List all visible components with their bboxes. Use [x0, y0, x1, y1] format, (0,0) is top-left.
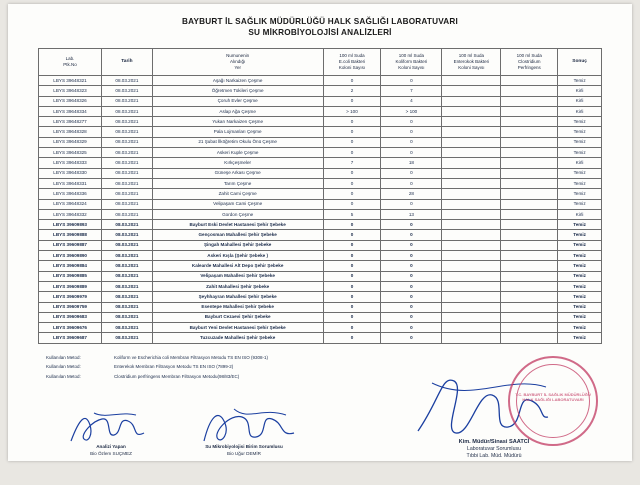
cell-lab-no: LBYS 39609887	[39, 240, 102, 250]
cell-lab-no: LBYS 39648333	[39, 158, 102, 168]
cell-tarih: 08.03.2021	[102, 137, 153, 147]
cell-tarih: 08.03.2021	[102, 302, 153, 312]
table-row	[39, 86, 602, 96]
table-row	[39, 76, 602, 86]
cell-tarih: 08.03.2021	[102, 168, 153, 178]
cell-koliform: 0	[381, 148, 442, 158]
cell-yer: Tuzcuzade Mahallesi Şehir Şebeke	[152, 333, 323, 343]
cell-enterokok	[442, 127, 501, 137]
table-row	[39, 230, 602, 240]
cell-sonuc: Temiz	[558, 148, 602, 158]
cell-tarih: 08.03.2021	[102, 117, 153, 127]
table-row	[39, 209, 602, 219]
cell-enterokok	[442, 168, 501, 178]
cell-clostridium	[501, 168, 558, 178]
cell-sonuc: Kirli	[558, 86, 602, 96]
cell-ecoli: 0	[323, 220, 381, 230]
cell-clostridium	[501, 281, 558, 291]
signature-left-role: Analizi Yapan	[96, 444, 126, 450]
cell-yer: Velipaşam Mahallesi Şehir Şebeke	[152, 271, 323, 281]
cell-sonuc: Temiz	[558, 240, 602, 250]
cell-yer: Şeyhhayran Mahallesi Şehir Şebeke	[152, 292, 323, 302]
cell-koliform: 7	[381, 86, 442, 96]
cell-tarih: 08.03.2021	[102, 86, 153, 96]
cell-clostridium	[501, 178, 558, 188]
cell-enterokok	[442, 302, 501, 312]
cell-sonuc: Temiz	[558, 178, 602, 188]
cell-lab-no: LBYS 39609885	[39, 271, 102, 281]
cell-tarih: 08.03.2021	[102, 189, 153, 199]
cell-enterokok	[442, 117, 501, 127]
cell-enterokok	[442, 96, 501, 106]
cell-lab-no: LBYS 39648330	[39, 168, 102, 178]
signature-right-line1: Kim. Müdür/Sinasi SAATCİ	[458, 439, 530, 446]
table-row	[39, 261, 602, 271]
cell-koliform: 0	[381, 199, 442, 209]
cell-koliform: > 100	[381, 106, 442, 116]
cell-ecoli: 7	[323, 158, 381, 168]
cell-koliform: 28	[381, 189, 442, 199]
cell-yer: Gordon Çeşme	[152, 209, 323, 219]
col-numune: Numunenin Alındığı Yer	[152, 49, 323, 76]
table-row	[39, 189, 602, 199]
cell-lab-no: LBYS 39609979	[39, 292, 102, 302]
cell-ecoli: 0	[323, 76, 381, 86]
cell-koliform: 0	[381, 117, 442, 127]
cell-koliform: 18	[381, 158, 442, 168]
cell-lab-no: LBYS 39609889	[39, 281, 102, 291]
cell-tarih: 08.03.2021	[102, 148, 153, 158]
table-row	[39, 117, 602, 127]
cell-sonuc: Temiz	[558, 230, 602, 240]
cell-yer: Askeri Kışla (Şehir Şebeke )	[152, 251, 323, 261]
table-body	[39, 76, 602, 344]
stamp-text: T.C. BAYBURT İL SAĞLIK MÜDÜRLÜĞÜ HALK SAĞLIĞI LABORATUVARI	[515, 392, 591, 402]
cell-sonuc: Temiz	[558, 333, 602, 343]
table-row	[39, 271, 602, 281]
cell-koliform: 0	[381, 251, 442, 261]
cell-koliform: 0	[381, 76, 442, 86]
method-row: Kullanılan Metod: Enterekok Membran Filtrasyon Metodu TS EN ISO (7899-2)	[46, 364, 234, 370]
cell-enterokok	[442, 271, 501, 281]
cell-sonuc: Temiz	[558, 323, 602, 333]
table-row	[39, 106, 602, 116]
cell-enterokok	[442, 199, 501, 209]
cell-enterokok	[442, 189, 501, 199]
cell-tarih: 08.03.2021	[102, 292, 153, 302]
cell-lab-no: LBYS 39648321	[39, 76, 102, 86]
cell-lab-no: LBYS 39648328	[39, 127, 102, 137]
signature-middle	[184, 443, 304, 457]
cell-yer: Güneşe Arkası Çeşme	[152, 168, 323, 178]
col-koliform: 100 ml Suda Koliform Bakteri Koloni Sayısı	[381, 49, 442, 76]
table-row	[39, 199, 602, 209]
table-row	[39, 127, 602, 137]
cell-ecoli: 0	[323, 251, 381, 261]
cell-enterokok	[442, 312, 501, 322]
cell-ecoli: 0	[323, 199, 381, 209]
official-stamp	[508, 356, 598, 446]
cell-enterokok	[442, 230, 501, 240]
table-row	[39, 302, 602, 312]
cell-sonuc: Temiz	[558, 271, 602, 281]
cell-sonuc: Temiz	[558, 312, 602, 322]
table-row	[39, 333, 602, 343]
cell-sonuc: Temiz	[558, 189, 602, 199]
cell-sonuc: Temiz	[558, 137, 602, 147]
cell-enterokok	[442, 251, 501, 261]
cell-sonuc: Temiz	[558, 261, 602, 271]
cell-lab-no: LBYS 39648325	[39, 148, 102, 158]
cell-clostridium	[501, 117, 558, 127]
cell-ecoli: 0	[323, 230, 381, 240]
cell-enterokok	[442, 240, 501, 250]
cell-sonuc: Temiz	[558, 251, 602, 261]
cell-lab-no: LBYS 39609884	[39, 261, 102, 271]
col-sonuc: Sonuç	[558, 49, 602, 76]
cell-yer: Çoruh Evler Çeşme	[152, 96, 323, 106]
cell-lab-no: LBYS 39648324	[39, 199, 102, 209]
cell-ecoli: 0	[323, 178, 381, 188]
cell-sonuc: Kirli	[558, 106, 602, 116]
cell-tarih: 08.03.2021	[102, 209, 153, 219]
cell-lab-no: LBYS 39609759	[39, 302, 102, 312]
cell-enterokok	[442, 148, 501, 158]
cell-clostridium	[501, 230, 558, 240]
cell-tarih: 08.03.2021	[102, 220, 153, 230]
cell-yer: Bayburt Cezaevi Şehir Şebeke	[152, 312, 323, 322]
cell-yer: Kırkçeşmeler	[152, 158, 323, 168]
cell-yer: Pala Lojmanları Çeşme	[152, 127, 323, 137]
cell-enterokok	[442, 220, 501, 230]
cell-ecoli: 0	[323, 127, 381, 137]
cell-enterokok	[442, 137, 501, 147]
cell-tarih: 08.03.2021	[102, 199, 153, 209]
cell-enterokok	[442, 86, 501, 96]
cell-yer: Şingah Mahallesi Şehir Şebeke	[152, 240, 323, 250]
cell-sonuc: Temiz	[558, 281, 602, 291]
cell-sonuc: Temiz	[558, 199, 602, 209]
cell-ecoli: 0	[323, 240, 381, 250]
cell-lab-no: LBYS 39648326	[39, 96, 102, 106]
cell-clostridium	[501, 199, 558, 209]
cell-sonuc: Kirli	[558, 158, 602, 168]
method-row: Kullanılan Metod: Clostridium perfringens Membran Filtrasyon Metodu(98/83/EC)	[46, 373, 240, 379]
cell-koliform: 0	[381, 271, 442, 281]
cell-clostridium	[501, 127, 558, 137]
cell-ecoli: 0	[323, 137, 381, 147]
cell-ecoli: 0	[323, 292, 381, 302]
cell-clostridium	[501, 209, 558, 219]
cell-ecoli: 0	[323, 312, 381, 322]
table-row	[39, 251, 602, 261]
cell-clostridium	[501, 96, 558, 106]
cell-ecoli: 0	[323, 323, 381, 333]
cell-tarih: 08.03.2021	[102, 261, 153, 271]
cell-yer: Yukarı Narkaizen Çeşme	[152, 117, 323, 127]
signature-left-name: Bio Özlem SUÇMEZ	[90, 451, 132, 457]
signature-right-line2: Laboratuvar Sorumlusu	[467, 446, 521, 453]
cell-sonuc: Temiz	[558, 168, 602, 178]
cell-ecoli: 0	[323, 96, 381, 106]
cell-lab-no: LBYS 39648334	[39, 106, 102, 116]
cell-sonuc: Temiz	[558, 220, 602, 230]
cell-yer: 21 Şubat İlköğretim Okulu Önü Çeşme	[152, 137, 323, 147]
cell-lab-no: LBYS 39609888	[39, 230, 102, 240]
cell-tarih: 08.03.2021	[102, 127, 153, 137]
cell-yer: Velipaşam Cami Çeşme	[152, 199, 323, 209]
cell-enterokok	[442, 209, 501, 219]
cell-yer: Askeri Kuple Çeşme	[152, 148, 323, 158]
cell-lab-no: LBYS 39648332	[39, 209, 102, 219]
cell-yer: Öğretmen Tokileri Çeşme	[152, 86, 323, 96]
col-enterokok: 100 ml Suda Enterokok Bakteri Koloni Sayısı	[442, 49, 501, 76]
table-row	[39, 240, 602, 250]
cell-enterokok	[442, 261, 501, 271]
signature-middle-role: Su Mikrobiyolojisi Birim Sorumlusu	[205, 444, 283, 450]
cell-clostridium	[501, 148, 558, 158]
cell-lab-no: LBYS 39648323	[39, 86, 102, 96]
cell-clostridium	[501, 333, 558, 343]
cell-lab-no: LBYS 39648277	[39, 117, 102, 127]
cell-ecoli: 0	[323, 333, 381, 343]
cell-ecoli: > 100	[323, 106, 381, 116]
cell-clostridium	[501, 261, 558, 271]
cell-koliform: 0	[381, 292, 442, 302]
cell-koliform: 0	[381, 333, 442, 343]
cell-tarih: 08.03.2021	[102, 158, 153, 168]
cell-clostridium	[501, 220, 558, 230]
cell-clostridium	[501, 251, 558, 261]
cell-ecoli: 0	[323, 148, 381, 158]
cell-yer: Zahit Mahallesi Şehir Şebeke	[152, 281, 323, 291]
cell-tarih: 08.03.2021	[102, 271, 153, 281]
table-row	[39, 158, 602, 168]
cell-enterokok	[442, 178, 501, 188]
cell-koliform: 13	[381, 209, 442, 219]
signature-middle-name: Bio Uğur DEMİR	[227, 451, 261, 457]
cell-sonuc: Temiz	[558, 302, 602, 312]
cell-ecoli: 0	[323, 271, 381, 281]
document-page	[8, 4, 632, 461]
cell-tarih: 08.03.2021	[102, 323, 153, 333]
title-line-1: BAYBURT İL SAĞLIK MÜDÜRLÜĞÜ HALK SAĞLIĞI LABORATUVARI	[182, 17, 458, 26]
col-clostridium: 100 ml Suda Clostridium Perfringens	[501, 49, 558, 76]
cell-clostridium	[501, 137, 558, 147]
cell-clostridium	[501, 240, 558, 250]
cell-lab-no: LBYS 39648331	[39, 178, 102, 188]
cell-tarih: 08.03.2021	[102, 178, 153, 188]
cell-yer: Aslap Ağa Çeşme	[152, 106, 323, 116]
cell-lab-no: LBYS 39609687	[39, 333, 102, 343]
cell-ecoli: 0	[323, 168, 381, 178]
cell-yer: Kalearde Mahallesi Alt Depo Şehir Şebeke	[152, 261, 323, 271]
table-row	[39, 137, 602, 147]
col-tarih: Tarih	[102, 49, 153, 76]
cell-enterokok	[442, 106, 501, 116]
cell-koliform: 0	[381, 302, 442, 312]
cell-tarih: 08.03.2021	[102, 333, 153, 343]
cell-sonuc: Kirli	[558, 209, 602, 219]
cell-tarih: 08.03.2021	[102, 230, 153, 240]
cell-tarih: 08.03.2021	[102, 251, 153, 261]
table-row	[39, 292, 602, 302]
table-row	[39, 220, 602, 230]
cell-lab-no: LBYS 39609890	[39, 251, 102, 261]
cell-koliform: 0	[381, 281, 442, 291]
cell-sonuc: Temiz	[558, 127, 602, 137]
cell-tarih: 08.03.2021	[102, 281, 153, 291]
cell-ecoli: 0	[323, 261, 381, 271]
table-row	[39, 312, 602, 322]
table-row	[39, 168, 602, 178]
cell-koliform: 0	[381, 220, 442, 230]
cell-clostridium	[501, 106, 558, 116]
cell-yer: Zahit Cami Çeşme	[152, 189, 323, 199]
cell-yer: Esentepe Mahallesi Şehir Şebeke	[152, 302, 323, 312]
table-row	[39, 96, 602, 106]
title-line-2: SU MİKROBİYOLOJİSİ ANALİZLERİ	[248, 28, 392, 37]
cell-clostridium	[501, 292, 558, 302]
cell-koliform: 4	[381, 96, 442, 106]
cell-clostridium	[501, 302, 558, 312]
cell-sonuc: Temiz	[558, 76, 602, 86]
cell-enterokok	[442, 158, 501, 168]
cell-tarih: 08.03.2021	[102, 76, 153, 86]
cell-ecoli: 0	[323, 302, 381, 312]
cell-clostridium	[501, 271, 558, 281]
cell-tarih: 08.03.2021	[102, 312, 153, 322]
cell-enterokok	[442, 323, 501, 333]
cell-yer: Bayburt Yeni Devlet Hastanesi Şehir Şebeke	[152, 323, 323, 333]
cell-tarih: 08.03.2021	[102, 106, 153, 116]
cell-koliform: 0	[381, 312, 442, 322]
cell-koliform: 0	[381, 261, 442, 271]
col-lab-no: Lab. Ptk.No	[39, 49, 102, 76]
cell-koliform: 0	[381, 168, 442, 178]
table-row	[39, 148, 602, 158]
page-title	[8, 4, 632, 38]
cell-koliform: 0	[381, 230, 442, 240]
cell-clostridium	[501, 312, 558, 322]
cell-clostridium	[501, 189, 558, 199]
cell-yer: Bayburt Eski Devlet Hastanesi Şehir Şebeke	[152, 220, 323, 230]
cell-ecoli: 0	[323, 117, 381, 127]
table-row	[39, 178, 602, 188]
signature-right-line3: Tıbbi Lab. Müd. Müdürü	[466, 453, 522, 460]
cell-ecoli: 5	[323, 209, 381, 219]
cell-lab-no: LBYS 39648336	[39, 189, 102, 199]
table-header-row	[39, 49, 602, 76]
cell-clostridium	[501, 76, 558, 86]
cell-yer: Tarım Çeşme	[152, 178, 323, 188]
cell-clostridium	[501, 323, 558, 333]
cell-enterokok	[442, 281, 501, 291]
cell-enterokok	[442, 76, 501, 86]
cell-yer: Aşağı Narkaizen Çeşme	[152, 76, 323, 86]
cell-lab-no: LBYS 39609676	[39, 323, 102, 333]
analysis-table	[38, 48, 602, 344]
cell-enterokok	[442, 333, 501, 343]
cell-lab-no: LBYS 39648329	[39, 137, 102, 147]
cell-yer: Gençosman Mahallesi Şehir Şebeke	[152, 230, 323, 240]
cell-koliform: 0	[381, 127, 442, 137]
cell-lab-no: LBYS 39609893	[39, 220, 102, 230]
cell-ecoli: 0	[323, 281, 381, 291]
cell-sonuc: Temiz	[558, 292, 602, 302]
cell-enterokok	[442, 292, 501, 302]
cell-koliform: 0	[381, 240, 442, 250]
col-ecoli: 100 ml Suda E.coli Bakteri Koloni Sayısı	[323, 49, 381, 76]
cell-tarih: 08.03.2021	[102, 96, 153, 106]
method-row: Kullanılan Metod: Koliform ve Escherichia coli Membran Filtrasyon Metodu TS EN ISO (9308-1)	[46, 354, 268, 360]
cell-ecoli: 2	[323, 86, 381, 96]
cell-clostridium	[501, 86, 558, 96]
cell-tarih: 08.03.2021	[102, 240, 153, 250]
cell-ecoli: 0	[323, 189, 381, 199]
cell-koliform: 0	[381, 178, 442, 188]
table-row	[39, 281, 602, 291]
cell-lab-no: LBYS 39609683	[39, 312, 102, 322]
table-row	[39, 323, 602, 333]
cell-koliform: 0	[381, 137, 442, 147]
signature-left	[56, 443, 166, 457]
cell-clostridium	[501, 158, 558, 168]
cell-sonuc: Temiz	[558, 117, 602, 127]
cell-koliform: 0	[381, 323, 442, 333]
cell-sonuc: Kirli	[558, 96, 602, 106]
